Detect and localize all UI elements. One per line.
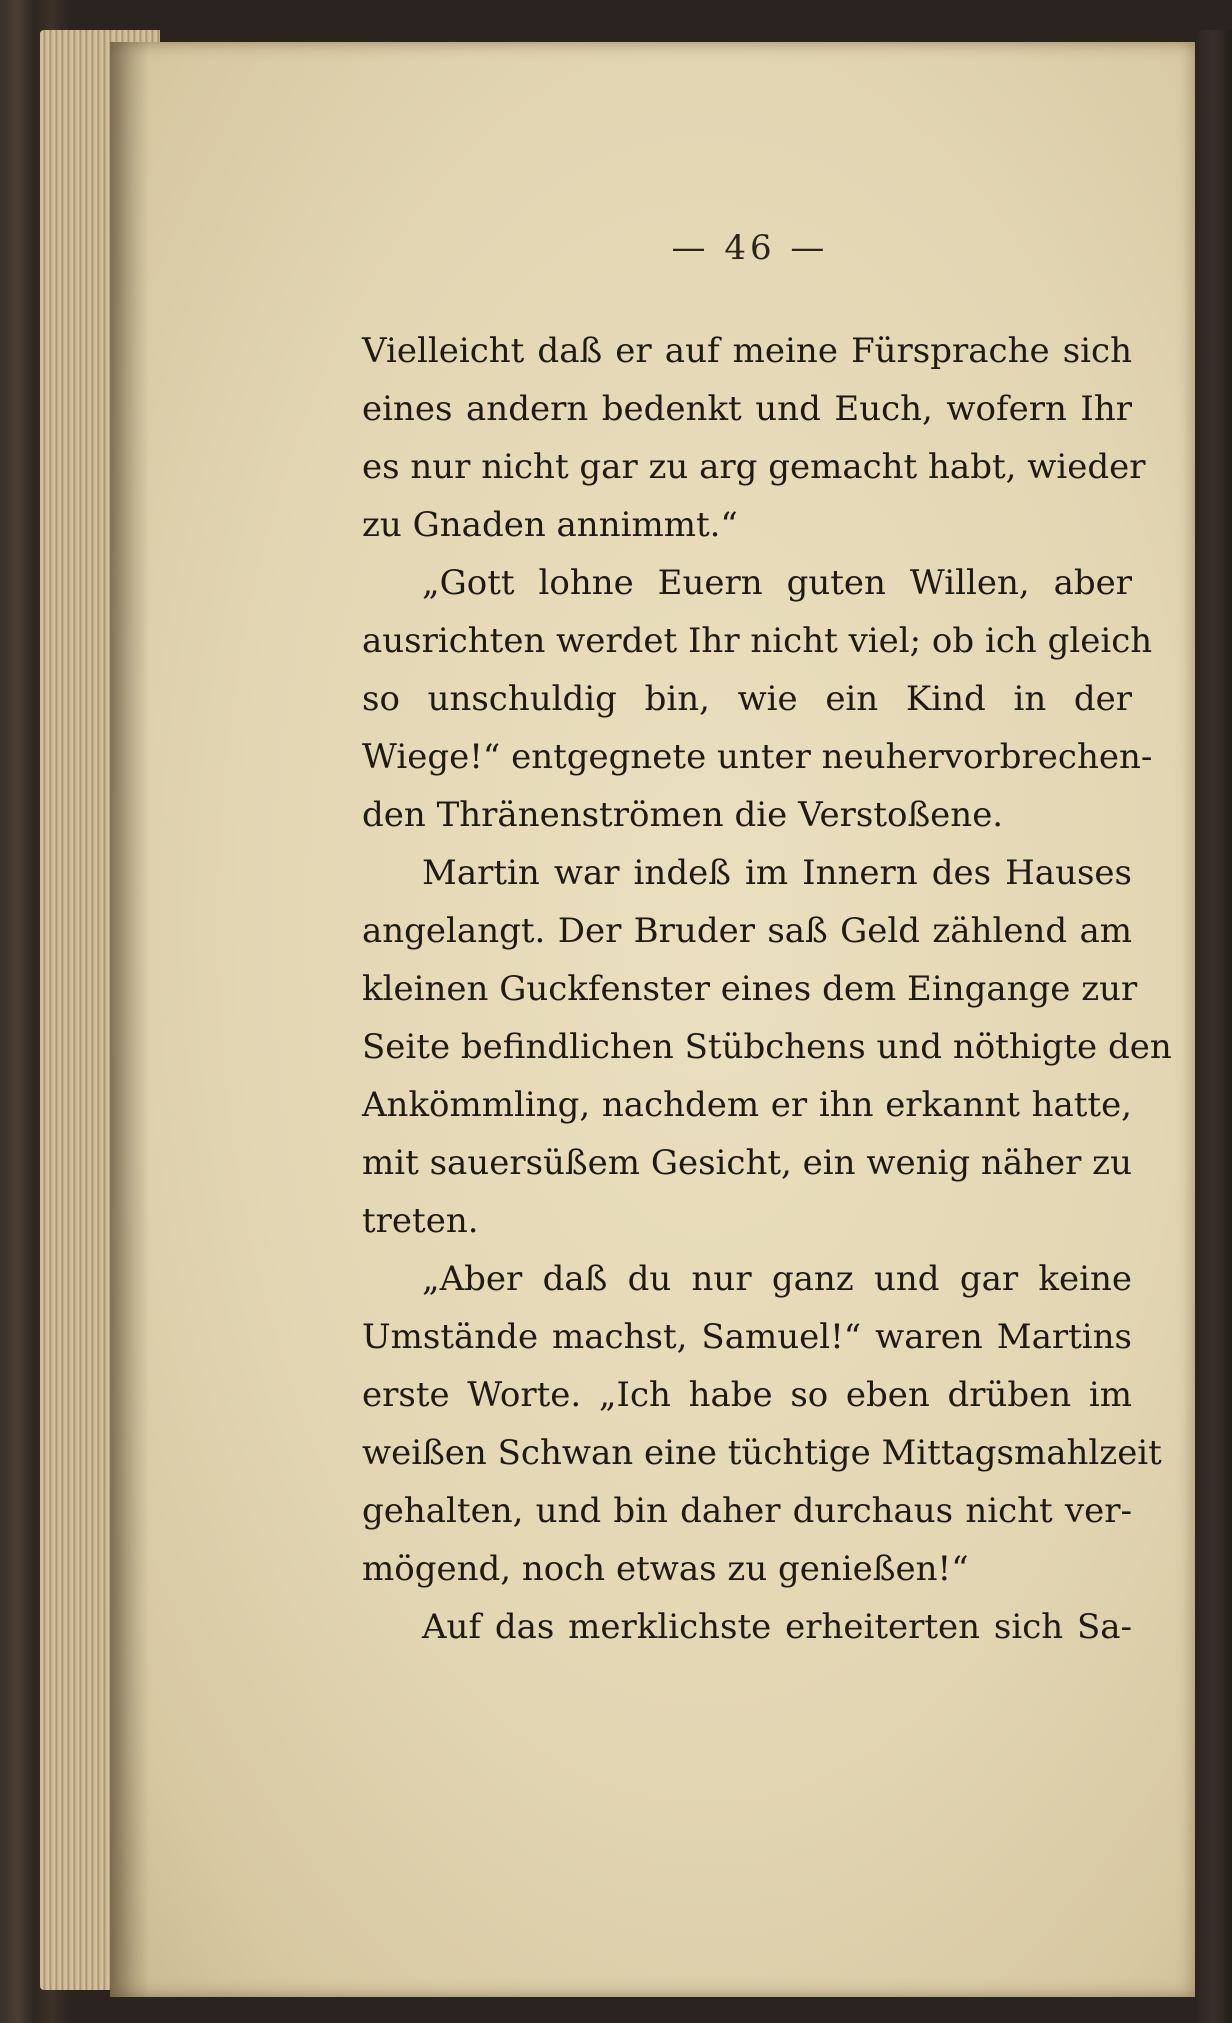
- text-line: mit sauersüßem Gesicht, ein wenig näher zu: [362, 1143, 1132, 1183]
- text-line: Auf das merklichste erheiterten sich Sa-: [422, 1607, 1132, 1647]
- text-line: angelangt. Der Bruder saß Geld zählend am: [362, 911, 1132, 951]
- text-line: gehalten, und bin daher durchaus nicht ver-: [362, 1491, 1132, 1531]
- text-line: Vielleicht daß er auf meine Fürsprache sich: [362, 331, 1132, 371]
- text-line: „Aber daß du nur ganz und gar keine: [422, 1259, 1132, 1299]
- text-line: mögend, noch etwas zu genießen!“: [362, 1549, 969, 1589]
- text-line: es nur nicht gar zu arg gemacht habt, wieder: [362, 447, 1146, 487]
- text-line: Seite befindlichen Stübchens und nöthigte den: [362, 1027, 1172, 1067]
- text-line: Umstände machst, Samuel!“ waren Martins: [362, 1317, 1132, 1357]
- text-line: treten.: [362, 1201, 479, 1241]
- spine-shadow: [110, 42, 150, 1997]
- book-cover-edge: [1195, 30, 1232, 2023]
- text-line: Ankömmling, nachdem er ihn erkannt hatte,: [362, 1085, 1132, 1125]
- text-line: so unschuldig bin, wie ein Kind in der: [362, 679, 1132, 719]
- text-line: erste Worte. „Ich habe so eben drüben im: [362, 1375, 1132, 1415]
- text-line: zu Gnaden annimmt.“: [362, 505, 738, 545]
- text-line: „Gott lohne Euern guten Willen, aber: [422, 563, 1132, 603]
- page-number: — 46 —: [671, 228, 829, 268]
- text-line: ausrichten werdet Ihr nicht viel; ob ich gleich: [362, 621, 1153, 661]
- text-line: Martin war indeß im Innern des Hauses: [422, 853, 1132, 893]
- text-line: den Thränenströmen die Verstoßene.: [362, 795, 1004, 835]
- text-line: eines andern bedenkt und Euch, wofern Ihr: [362, 389, 1132, 429]
- text-line: kleinen Guckfenster eines dem Eingange zur: [362, 969, 1138, 1009]
- text-line: weißen Schwan eine tüchtige Mittagsmahlzeit: [362, 1433, 1162, 1473]
- text-line: Wiege!“ entgegnete unter neuhervorbrechen-: [362, 737, 1153, 777]
